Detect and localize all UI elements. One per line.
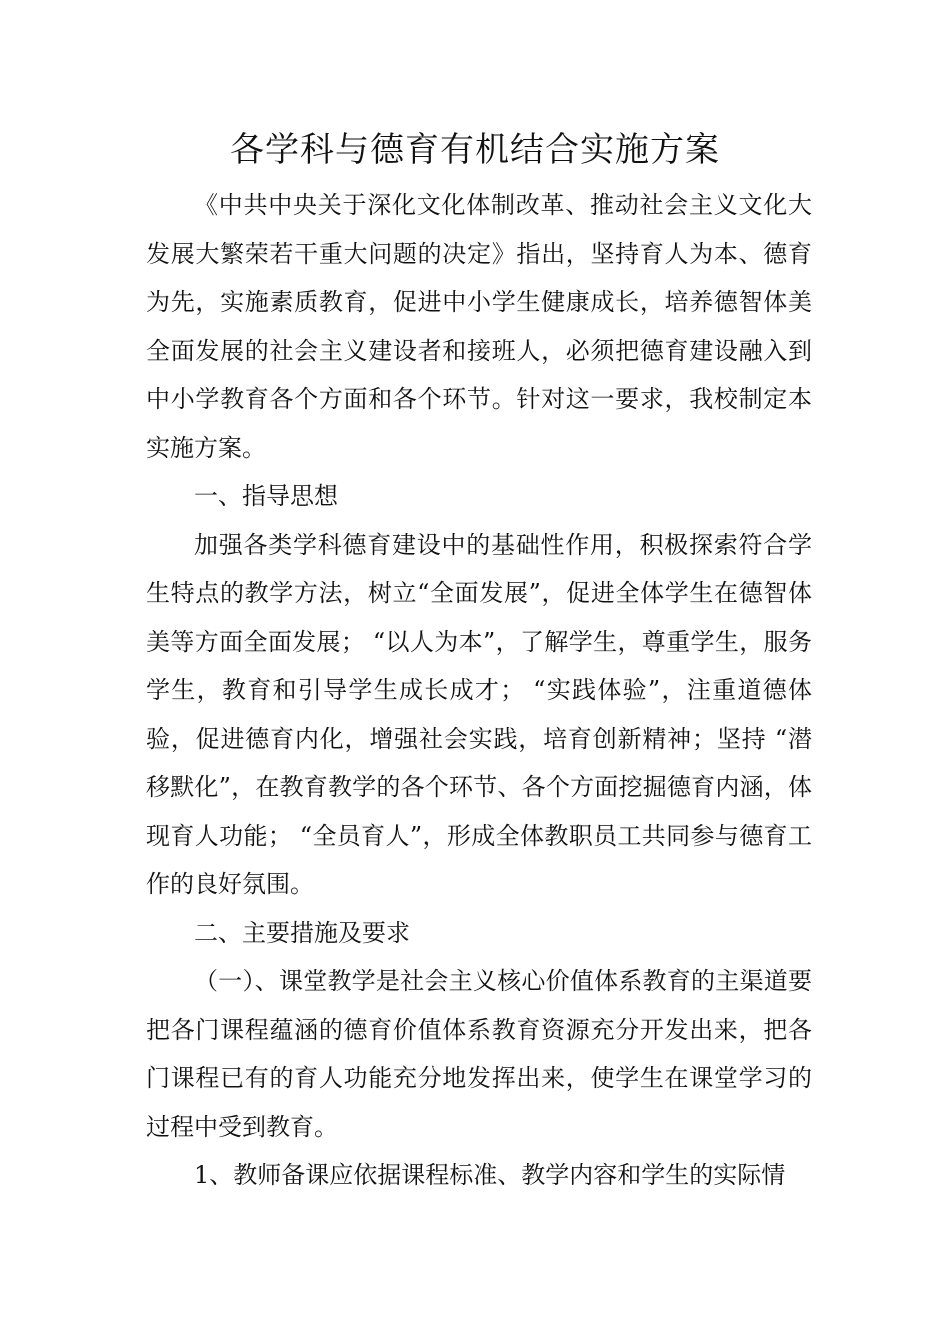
section-heading-main-measures: 二、主要措施及要求: [194, 918, 410, 947]
paragraph-lesson-preparation: 1、教师备课应依据课程标准、教学内容和学生的实际情: [194, 1161, 786, 1189]
document-title: 各学科与德育有机结合实施方案: [230, 130, 720, 170]
paragraph-guiding-ideology: 加强各类学科德育建设中的基础性作用，积极探索符合学生特点的教学方法，树立“全面发展”，促进全体学生在德智体美等方面全面发展； “以人为本”，了解学生，尊重学生，服务学生，教育和引导学生成长成才； “实践体验”，注重道德体验，促进德育内化，增强社会实践，培育创新精神；坚持 “潜移默化”，在教育教学的各个环节、各个方面挖掘德育内涵，体现育人功能； “全员育人”，形成全体教职员工共同参与德育工作的良好氛围。: [146, 530, 812, 898]
document-body: [146, 181, 812, 1200]
paragraph-intro: 《中共中央关于深化文化体制改革、推动社会主义文化大发展大繁荣若干重大问题的决定》指出，坚持育人为本、德育为先，实施素质教育，促进中小学生健康成长，培养德智体美全面发展的社会主义建设者和接班人，必须把德育建设融入到中小学教育各个方面和各个环节。针对这一要求，我校制定本实施方案。: [146, 191, 812, 462]
section-heading-guiding-ideology: 一、指导思想: [194, 482, 338, 510]
paragraph-classroom-teaching: （一）、课堂教学是社会主义核心价值体系教育的主渠道要把各门课程蕴涵的德育价值体系教育资源充分开发出来，把各门课程已有的育人功能充分地发挥出来，使学生在课堂学习的过程中受到教育。: [146, 967, 812, 1141]
